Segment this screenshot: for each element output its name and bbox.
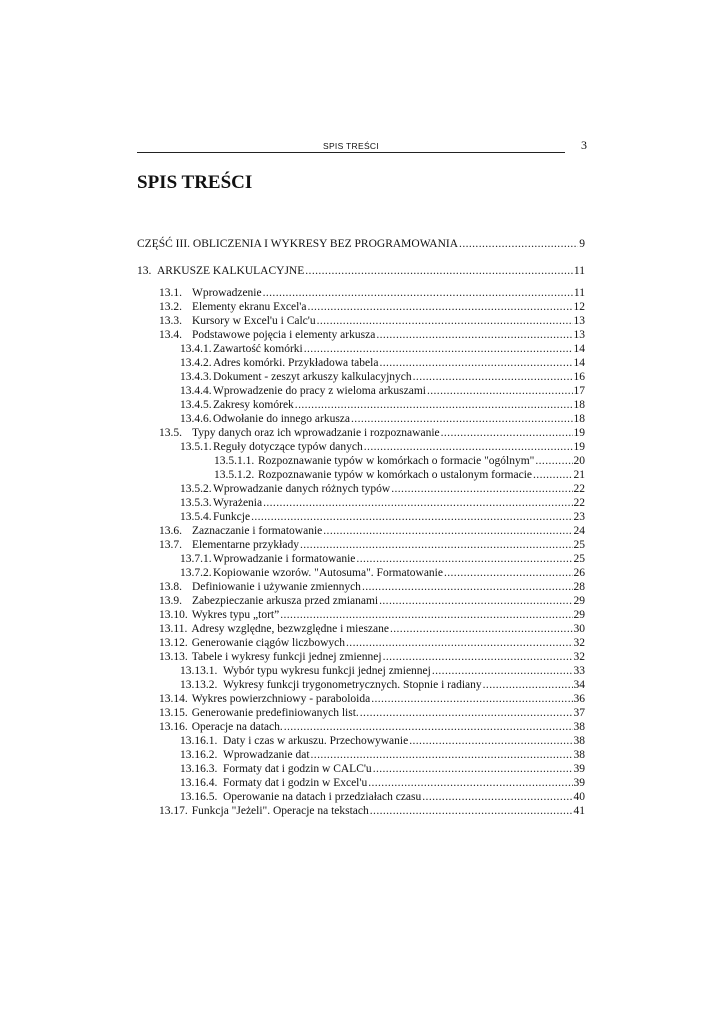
- toc-entry-number: 13.4.: [159, 329, 182, 341]
- toc-entry[interactable]: [159, 538, 585, 552]
- toc-entry[interactable]: [159, 314, 585, 328]
- toc-entry-title: Dokument - zeszyt arkuszy kalkulacyjnych: [213, 371, 412, 383]
- toc-entry[interactable]: [180, 440, 585, 454]
- toc-entry[interactable]: [180, 566, 585, 580]
- toc-entry-title: Operowanie na datach i przedziałach czasu: [223, 791, 422, 803]
- toc-entry-page: 22: [573, 497, 585, 509]
- toc-entry-page: 29: [573, 609, 585, 621]
- toc-entry-number: 13.3.: [159, 315, 182, 327]
- dot-leader: [432, 664, 573, 678]
- toc-entry-number: 13.7.2.: [180, 567, 212, 579]
- dot-leader: [323, 524, 572, 538]
- toc-entry[interactable]: [180, 342, 585, 356]
- toc-entry-number: 13.6.: [159, 525, 182, 537]
- toc-entry-number: 13.5.1.1.: [214, 455, 255, 467]
- toc-entry-title: Reguły dotyczące typów danych: [213, 441, 363, 453]
- toc-entry[interactable]: [180, 412, 585, 426]
- toc-entry-page: 11: [573, 265, 585, 277]
- toc-entry[interactable]: [159, 650, 585, 664]
- toc-entry-page: 12: [573, 301, 585, 313]
- toc-entry-number: 13.10.: [159, 609, 188, 621]
- page-title: SPIS TREŚCI: [137, 172, 253, 193]
- toc-entry-page: 29: [573, 595, 585, 607]
- toc-entry-page: 38: [573, 735, 585, 747]
- dot-leader: [373, 762, 573, 776]
- dot-leader: [300, 538, 573, 552]
- toc-entry-page: 14: [573, 357, 585, 369]
- toc-entry-title: Funkcje: [213, 511, 251, 523]
- toc-entry[interactable]: [159, 804, 585, 818]
- dot-leader: [251, 510, 572, 524]
- toc-entry-number: 13.14.: [159, 693, 188, 705]
- toc-entry-page: 32: [573, 651, 585, 663]
- dot-leader: [263, 286, 573, 300]
- toc-entry-number: 13.4.6.: [180, 413, 212, 425]
- toc-entry-number: 13.4.5.: [180, 399, 212, 411]
- toc-entry[interactable]: [180, 552, 585, 566]
- toc-entry-page: 22: [573, 483, 585, 495]
- toc-entry-title: Zaznaczanie i formatowanie: [192, 525, 323, 537]
- toc-entry[interactable]: [180, 398, 585, 412]
- toc-entry-number: 13.15.: [159, 707, 188, 719]
- toc-entry-number: 13.5.1.2.: [214, 469, 255, 481]
- toc-entry-number: 13.4.2.: [180, 357, 212, 369]
- toc-entry-page: 20: [573, 455, 585, 467]
- toc-entry[interactable]: [180, 664, 585, 678]
- toc-entry[interactable]: [180, 356, 585, 370]
- toc-entry-page: 28: [573, 581, 585, 593]
- toc-entry[interactable]: [180, 776, 585, 790]
- toc-entry-title: Operacje na datach.: [191, 721, 283, 733]
- toc-entry[interactable]: [180, 762, 585, 776]
- toc-entry[interactable]: [180, 734, 585, 748]
- toc-entry-title: Rozpoznawanie typów w komórkach o ustalonym formacie: [258, 469, 533, 481]
- toc-entry[interactable]: [180, 496, 585, 510]
- toc-entry-number: 13.1.: [159, 287, 182, 299]
- toc-entry[interactable]: [214, 468, 585, 482]
- dot-leader: [305, 264, 573, 278]
- toc-entry-title: Odwołanie do innego arkusza: [213, 413, 351, 425]
- running-title: SPIS TREŚCI: [322, 141, 380, 151]
- toc-entry-page: 14: [573, 343, 585, 355]
- page-number: 3: [581, 138, 587, 152]
- toc-entry-title: Formaty dat i godzin w CALC'u: [223, 763, 372, 775]
- dot-leader: [362, 580, 573, 594]
- toc-entry[interactable]: [159, 580, 585, 594]
- toc-entry-number: 13.5.: [159, 427, 182, 439]
- toc-entry-number: 13.9.: [159, 595, 182, 607]
- toc-entry-page: 34: [573, 679, 585, 691]
- dot-leader: [351, 412, 572, 426]
- toc-entry-title: Wprowadzanie i formatowanie: [213, 553, 356, 565]
- dot-leader: [346, 636, 572, 650]
- toc-entry-number: 13.13.2.: [180, 679, 218, 691]
- toc-entry-number: 13.12.: [159, 637, 188, 649]
- toc-entry-title: Kursory w Excel'u i Calc'u: [192, 315, 316, 327]
- dot-leader: [427, 384, 573, 398]
- dot-leader: [317, 314, 573, 328]
- toc-entry-page: 37: [573, 707, 585, 719]
- dot-leader: [459, 237, 578, 251]
- dot-leader: [422, 790, 572, 804]
- toc-entry-title: Typy danych oraz ich wprowadzanie i rozpoznawanie: [192, 427, 440, 439]
- toc-entry-title: Adresy względne, bezwzględne i mieszane: [191, 623, 389, 635]
- toc-entry-title: Wykresy funkcji trygonometrycznych. Stopnie i radiany: [223, 679, 482, 691]
- toc-entry-number: 13.16.: [159, 721, 188, 733]
- toc-entry[interactable]: [159, 636, 585, 650]
- toc-entry-page: 19: [573, 427, 585, 439]
- toc-entry-page: 18: [573, 399, 585, 411]
- toc-entry[interactable]: [180, 384, 585, 398]
- dot-leader: [304, 342, 573, 356]
- toc-entry[interactable]: [180, 790, 585, 804]
- toc-entry-number: 13.16.4.: [180, 777, 218, 789]
- toc-entry[interactable]: [214, 454, 585, 468]
- dot-leader: [533, 468, 572, 482]
- toc-entry-title: Tabele i wykresy funkcji jednej zmiennej: [191, 651, 382, 663]
- toc-entry[interactable]: [159, 426, 585, 440]
- toc-entry-title: Podstawowe pojęcia i elementy arkusza: [192, 329, 376, 341]
- dot-leader: [356, 552, 572, 566]
- toc-entry-page: 33: [573, 665, 585, 677]
- dot-leader: [379, 356, 572, 370]
- toc-entry-page: 17: [573, 385, 585, 397]
- dot-leader: [483, 678, 573, 692]
- toc-entry-page: 24: [573, 525, 585, 537]
- toc-entry-title: Formaty dat i godzin w Excel'u: [223, 777, 368, 789]
- toc-entry-title: Wprowadzanie danych różnych typów: [213, 483, 391, 495]
- toc-entry-page: 25: [573, 539, 585, 551]
- toc-entry-number: 13.8.: [159, 581, 182, 593]
- toc-entry-page: 38: [573, 721, 585, 733]
- toc-entry-page: 25: [573, 553, 585, 565]
- toc-entry[interactable]: [137, 237, 585, 251]
- dot-leader: [280, 608, 572, 622]
- toc-entry-number: 13.4.1.: [180, 343, 212, 355]
- toc-entry-title: Generowanie ciągów liczbowych: [191, 637, 346, 649]
- toc-entry-title: Wybór typu wykresu funkcji jednej zmiennej: [223, 665, 431, 677]
- dot-leader: [295, 398, 573, 412]
- toc-entry[interactable]: [159, 622, 585, 636]
- toc-entry-title: Definiowanie i używanie zmiennych: [192, 581, 361, 593]
- toc-entry-page: 23: [573, 511, 585, 523]
- toc-entry[interactable]: [159, 692, 585, 706]
- toc-entry-number: 13.17.: [159, 805, 188, 817]
- toc-entry[interactable]: [180, 370, 585, 384]
- dot-leader: [364, 440, 573, 454]
- toc-entry-number: 13.5.2.: [180, 483, 212, 495]
- dot-leader: [390, 622, 573, 636]
- toc-entry-title: Kopiowanie wzorów. "Autosuma". Formatowanie: [213, 567, 443, 579]
- toc-entry[interactable]: [159, 300, 585, 314]
- dot-leader: [409, 734, 572, 748]
- toc-entry-page: 13: [573, 315, 585, 327]
- toc-entry-page: 39: [573, 763, 585, 775]
- toc-entry-title: Zabezpieczanie arkusza przed zmianami: [192, 595, 379, 607]
- dot-leader: [383, 650, 573, 664]
- toc-entry-number: 13.: [137, 265, 152, 277]
- toc-entry[interactable]: [180, 482, 585, 496]
- dot-leader: [379, 594, 572, 608]
- toc-entry-page: 40: [573, 791, 585, 803]
- toc-entry-number: 13.16.2.: [180, 749, 218, 761]
- toc-entry-title: Funkcja "Jeżeli". Operacje na tekstach: [191, 805, 369, 817]
- toc-entry-title: Generowanie predefiniowanych list.: [191, 707, 359, 719]
- dot-leader: [311, 748, 573, 762]
- toc-entry[interactable]: [159, 706, 585, 720]
- toc-entry-number: 13.4.4.: [180, 385, 212, 397]
- toc-entry-page: 19: [573, 441, 585, 453]
- toc-entry-title: Elementy ekranu Excel'a: [192, 301, 307, 313]
- toc-entry-number: 13.16.5.: [180, 791, 218, 803]
- toc-entry[interactable]: [159, 720, 585, 734]
- toc-entry-number: 13.11.: [159, 623, 188, 635]
- toc-entry-number: 13.5.3.: [180, 497, 212, 509]
- toc-entry-page: 18: [573, 413, 585, 425]
- toc-entry-title: Elementarne przykłady: [192, 539, 299, 551]
- toc-entry-page: 39: [573, 777, 585, 789]
- toc-entry[interactable]: [137, 264, 585, 278]
- toc-entry-title: ARKUSZE KALKULACYJNE: [157, 265, 305, 277]
- toc-entry-page: 11: [573, 287, 585, 299]
- toc-entry-title: Wykres typu „tort”: [191, 609, 280, 621]
- dot-leader: [376, 328, 572, 342]
- toc-entry-page: 21: [573, 469, 585, 481]
- dot-leader: [263, 496, 572, 510]
- dot-leader: [370, 804, 573, 818]
- toc-entry-title: Wykres powierzchniowy - paraboloida: [191, 693, 371, 705]
- toc-entry-number: 13.16.1.: [180, 735, 218, 747]
- toc-entry-title: Wprowadzenie: [192, 287, 262, 299]
- toc-entry[interactable]: [159, 524, 585, 538]
- toc-entry-title: Wyrażenia: [213, 497, 263, 509]
- toc-entry[interactable]: [159, 286, 585, 300]
- toc-entry-number: 13.5.1.: [180, 441, 212, 453]
- toc-entry-number: 13.7.: [159, 539, 182, 551]
- toc-entry-title: Rozpoznawanie typów w komórkach o formacie "ogólnym": [258, 455, 535, 467]
- toc-entry-page: 36: [573, 693, 585, 705]
- toc-entry-page: 26: [573, 567, 585, 579]
- toc-entry-number: 13.2.: [159, 301, 182, 313]
- dot-leader: [368, 776, 572, 790]
- toc-entry-title: Zakresy komórek: [213, 399, 294, 411]
- dot-leader: [444, 566, 573, 580]
- dot-leader: [441, 426, 573, 440]
- toc-entry-page: 16: [573, 371, 585, 383]
- toc-entry-title: Daty i czas w arkuszu. Przechowywanie: [223, 735, 409, 747]
- toc-entry-number: 13.5.4.: [180, 511, 212, 523]
- toc-entry[interactable]: [180, 678, 585, 692]
- toc-entry-title: Wprowadzenie do pracy z wieloma arkuszami: [213, 385, 426, 397]
- dot-leader: [360, 706, 573, 720]
- toc-entry-title: Zawartość komórki: [213, 343, 303, 355]
- toc-entry[interactable]: [180, 510, 585, 524]
- dot-leader: [535, 454, 572, 468]
- dot-leader: [371, 692, 572, 706]
- toc-entry-page: 38: [573, 749, 585, 761]
- toc-entry-title: Adres komórki. Przykładowa tabela: [213, 357, 379, 369]
- toc-entry-page: 13: [573, 329, 585, 341]
- toc-entry-number: 13.13.1.: [180, 665, 218, 677]
- toc-entry[interactable]: [159, 328, 585, 342]
- toc-entry-title: CZĘŚĆ III. OBLICZENIA I WYKRESY BEZ PROGRAMOWANIA: [137, 238, 459, 250]
- toc-entry-number: 13.7.1.: [180, 553, 212, 565]
- dot-leader: [307, 300, 572, 314]
- toc-entry-number: 13.16.3.: [180, 763, 218, 775]
- toc-entry[interactable]: [180, 748, 585, 762]
- toc-entry-page: 32: [573, 637, 585, 649]
- toc-entry-page: 41: [573, 805, 585, 817]
- dot-leader: [413, 370, 573, 384]
- toc-entry[interactable]: [159, 608, 585, 622]
- dot-leader: [284, 720, 573, 734]
- dot-leader: [391, 482, 572, 496]
- toc-entry-number: 13.13.: [159, 651, 188, 663]
- toc-entry-title: Wprowadzanie dat: [223, 749, 310, 761]
- toc-entry-number: 13.4.3.: [180, 371, 212, 383]
- toc-entry-page: 30: [573, 623, 585, 635]
- toc-entry-page: 9: [579, 238, 585, 250]
- toc-entry[interactable]: [159, 594, 585, 608]
